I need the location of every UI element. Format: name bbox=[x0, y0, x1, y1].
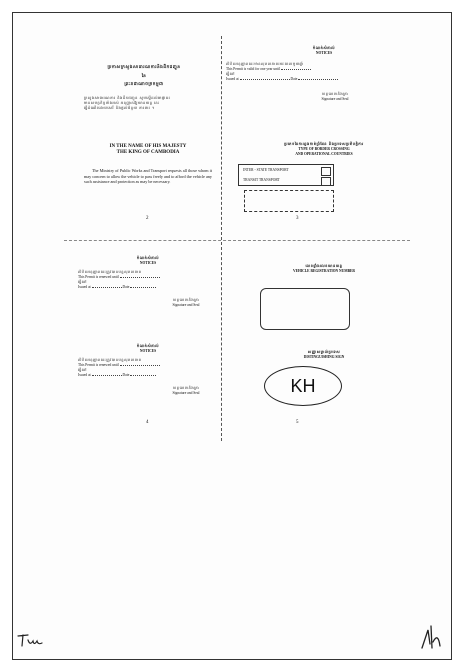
p4-kh-sign-1: ហត្ថលេខានិងត្រា bbox=[172, 298, 200, 302]
p3-type-line1: TYPE OF BORDER CROSSING bbox=[298, 147, 350, 151]
p4-notices-1: NOTICES bbox=[139, 261, 157, 265]
p4-issued-row-2 bbox=[78, 373, 216, 378]
p3-valid: This Permit is valid for one year until bbox=[226, 67, 280, 71]
p5-registration-plate-box bbox=[260, 288, 350, 330]
document-frame bbox=[12, 12, 452, 660]
p3-date: Date bbox=[290, 77, 298, 81]
p5-country-code: KH bbox=[290, 375, 316, 396]
p5-distinguishing: DISTINGUISHING SIGN bbox=[303, 355, 345, 359]
p4-kh-sign-2: ហត្ថលេខានិងត្រា bbox=[172, 386, 200, 390]
p5-country-oval bbox=[264, 366, 342, 406]
p3-page-number: 3 bbox=[296, 216, 299, 221]
p3-sign: Signature and Seal bbox=[321, 97, 349, 101]
p4-date-1: Date bbox=[122, 285, 130, 289]
p2-kh-para-line2: មានសមត្ថកិច្ចទាំងអស់ អនុញ្ញាតឱ្យយានយន្ត នេះ bbox=[84, 101, 160, 105]
p4-kh-renewed-2: លិខិតអនុញ្ញាតនេះត្រូវបានបន្តសុពលភាព bbox=[78, 358, 142, 362]
p3-kh-notice: កំណត់សំគាល់ bbox=[312, 46, 336, 50]
p4-renewed-1: This Permit is renewed until bbox=[78, 275, 119, 279]
p3-validity bbox=[226, 62, 394, 82]
p4-notices-2: NOTICES bbox=[139, 349, 157, 353]
p3-inter-state-checkbox[interactable] bbox=[321, 167, 331, 176]
p3-kh-date: ធ្វើនៅ bbox=[226, 72, 235, 76]
p3-option-transit bbox=[243, 178, 280, 183]
p2-kh-header-line2: នៃ bbox=[141, 72, 147, 78]
p2-title-line2: THE KING OF CAMBODIA bbox=[116, 150, 180, 156]
p3-country-box bbox=[244, 190, 334, 212]
p3-date-dots bbox=[298, 79, 338, 80]
p3-option1-label: INTER - STATE TRANSPORT bbox=[243, 168, 289, 172]
p4-sign-1: Signature and Seal bbox=[172, 303, 200, 307]
p4-signature-1 bbox=[162, 298, 210, 308]
p3-type-line2: AND OPERATIONAL COUNTRIES bbox=[295, 152, 353, 156]
initials-signature-left bbox=[16, 632, 48, 650]
p4-kh-notice-1: កំណត់សំគាល់ bbox=[136, 256, 160, 260]
p4-date-dots-1 bbox=[130, 287, 156, 288]
p2-kh-para-line3: ធ្វើដំណើរដោយសេរី និងផ្តល់ជំនួយ ការពារ ។ bbox=[84, 106, 155, 110]
p3-kh-valid: លិខិតអនុញ្ញាតនេះមានសុពលភាពរយៈពេលមួយឆ្នាំ bbox=[226, 62, 304, 66]
p2-kh-para-line1: ក្រសួងសាធារណការ និងដឹកជញ្ជូន សូមស្នើដល់អាជ្ញាធរ bbox=[84, 96, 171, 100]
p4-date-2: Date bbox=[122, 373, 130, 377]
p5-kh-sign: សញ្ញាសម្គាល់ប្រទេស bbox=[307, 350, 341, 354]
p5-kh-reg: លេខផ្ទាំងលេខយានយន្ត bbox=[305, 264, 343, 268]
p4-issued-dots-1 bbox=[92, 287, 122, 288]
p4-issued-at-1: Issued at bbox=[78, 285, 91, 289]
p5-sign-header bbox=[228, 350, 420, 360]
p4-renewed-dots-2 bbox=[120, 365, 160, 366]
p4-kh-date-2: ធ្វើនៅ bbox=[78, 368, 87, 372]
horizontal-fold-line bbox=[64, 240, 410, 241]
p4-renewal-2 bbox=[78, 358, 216, 378]
initials-signature-right bbox=[418, 622, 444, 652]
p2-kh-header-line1: ប្រកាសក្រសួងសាធារណការនិងដឹកជញ្ជូន bbox=[107, 64, 181, 69]
p3-issued-row bbox=[226, 77, 394, 82]
p3-issued-dots bbox=[240, 79, 290, 80]
p4-notices-header-2 bbox=[80, 344, 216, 354]
p4-page-number: 4 bbox=[146, 420, 149, 425]
p3-kh-sign: ហត្ថលេខានិងត្រា bbox=[321, 92, 349, 96]
p4-signature-2 bbox=[162, 386, 210, 396]
p4-renewed-2: This Permit is renewed until bbox=[78, 363, 119, 367]
p4-date-dots-2 bbox=[130, 375, 156, 376]
p3-notices: NOTICES bbox=[315, 51, 333, 55]
p3-option-inter-state bbox=[243, 168, 289, 173]
p4-issued-row-1 bbox=[78, 285, 216, 290]
p2-kh-header bbox=[88, 64, 200, 87]
p5-reg-header bbox=[228, 264, 420, 274]
p4-renewed-dots-1 bbox=[120, 277, 160, 278]
p2-title bbox=[80, 144, 216, 157]
p3-signature bbox=[310, 92, 360, 102]
p3-issued-at: Issued at bbox=[226, 77, 239, 81]
p4-renewal-1 bbox=[78, 270, 216, 290]
p2-page-number: 2 bbox=[146, 216, 149, 221]
vertical-fold-line bbox=[221, 36, 222, 441]
p4-notices-header-1 bbox=[80, 256, 216, 266]
p2-kh-paragraph bbox=[84, 96, 208, 111]
p3-type-header bbox=[228, 142, 420, 157]
p4-kh-notice-2: កំណត់សំគាល់ bbox=[136, 344, 160, 348]
p3-transit-checkbox[interactable] bbox=[321, 177, 331, 186]
p4-kh-date-1: ធ្វើនៅ bbox=[78, 280, 87, 284]
p3-kh-type: ប្រភេទនៃការឆ្លងកាត់ព្រំដែន និងប្រទេសប្រតិបត្តិការ bbox=[284, 142, 364, 146]
p5-reg: VEHICLE REGISTRATION NUMBER bbox=[292, 269, 356, 273]
p3-valid-dots bbox=[281, 69, 311, 70]
p4-sign-2: Signature and Seal bbox=[172, 391, 200, 395]
p3-notices-header bbox=[228, 46, 420, 56]
p2-title-line1: IN THE NAME OF HIS MAJESTY bbox=[109, 144, 187, 149]
p3-options-box bbox=[238, 164, 334, 186]
p4-issued-dots-2 bbox=[92, 375, 122, 376]
p4-kh-renewed-1: លិខិតអនុញ្ញាតនេះត្រូវបានបន្តសុពលភាព bbox=[78, 270, 142, 274]
p2-body: The Ministry of Public Works and Transport requests all those whom it may concern to allow the vehicle to pass freely and to afford the vehicle any such assistance and protection as may be necessary. bbox=[84, 168, 212, 185]
p5-page-number: 5 bbox=[296, 420, 299, 425]
p4-issued-at-2: Issued at bbox=[78, 373, 91, 377]
p2-kh-header-line3: ព្រះរាជាណាចក្រកម្ពុជា bbox=[124, 81, 164, 87]
p3-option2-label: TRANSIT TRANSPORT bbox=[243, 178, 280, 182]
